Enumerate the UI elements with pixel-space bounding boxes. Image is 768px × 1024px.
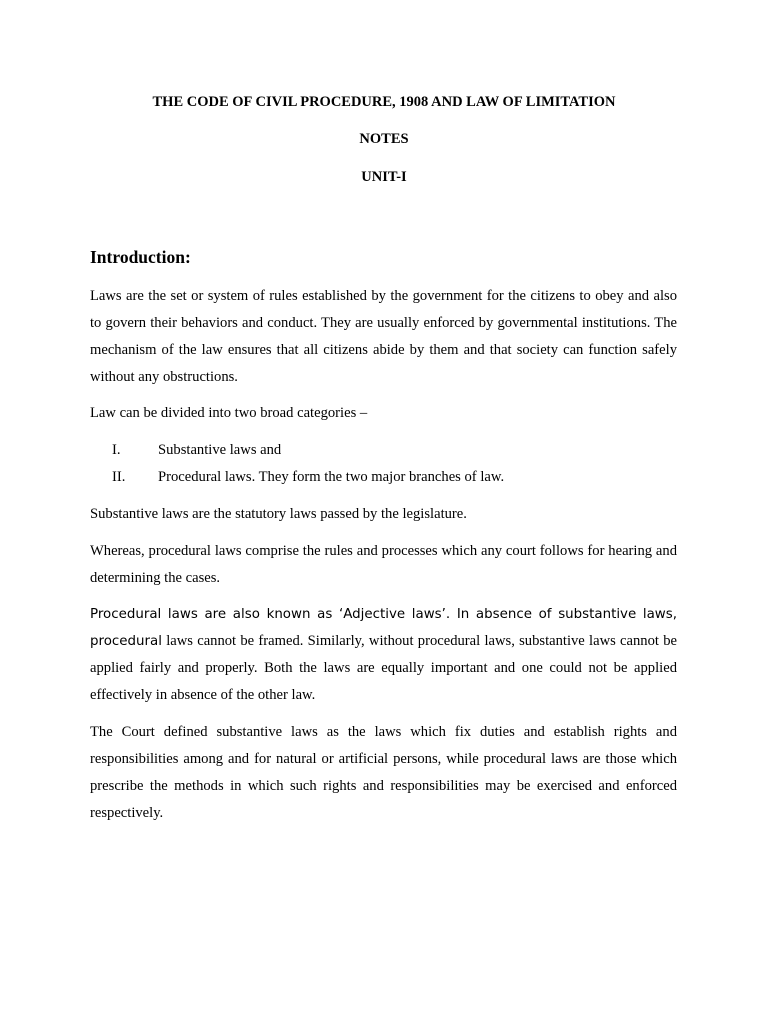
paragraph-substantive: Substantive laws are the statutory laws passed by the legislature.	[90, 506, 467, 522]
paragraph-adjective-laws	[90, 601, 677, 709]
list-item-text: Procedural laws. They form the two major branches of law.	[158, 469, 505, 485]
paragraph-adjective-rest: laws cannot be framed. Similarly, without procedural laws, substantive laws cannot be applied fairly and properly. Both the laws are equally important and one could not be applied effectively in absence of the other law.	[90, 633, 677, 703]
unit-label: UNIT-I	[361, 169, 407, 185]
list-item	[90, 464, 677, 491]
document-subtitle: NOTES	[359, 131, 409, 147]
list-item	[90, 437, 677, 464]
list-numeral: II.	[112, 469, 126, 485]
paragraph-adjective-lead: Procedural laws are also known as ‘Adjective laws’. In absence of substantive laws, procedural	[90, 607, 677, 649]
paragraph-intro: Laws are the set or system of rules established by the government for the citizens to obey and also to govern their behaviors and conduct. They are usually enforced by governmental institutions. The mechanism of the law ensures that all citizens abide by them and that society can function safely without any obstructions.	[90, 288, 677, 385]
document-title: THE CODE OF CIVIL PROCEDURE, 1908 AND LAW OF LIMITATION	[152, 94, 616, 110]
list-numeral: I.	[112, 442, 121, 458]
section-heading: Introduction:	[90, 247, 191, 267]
paragraph-procedural: Whereas, procedural laws comprise the rules and processes which any court follows for hearing and determining the cases.	[90, 543, 677, 586]
paragraph-court-definition: The Court defined substantive laws as the laws which fix duties and establish rights and responsibilities among and for natural or artificial persons, while procedural laws are those which prescribe the methods in which such rights and responsibilities may be exercised and enforced respectively.	[90, 724, 677, 821]
list-item-text: Substantive laws and	[158, 442, 282, 458]
paragraph-categories: Law can be divided into two broad categories –	[90, 405, 368, 421]
